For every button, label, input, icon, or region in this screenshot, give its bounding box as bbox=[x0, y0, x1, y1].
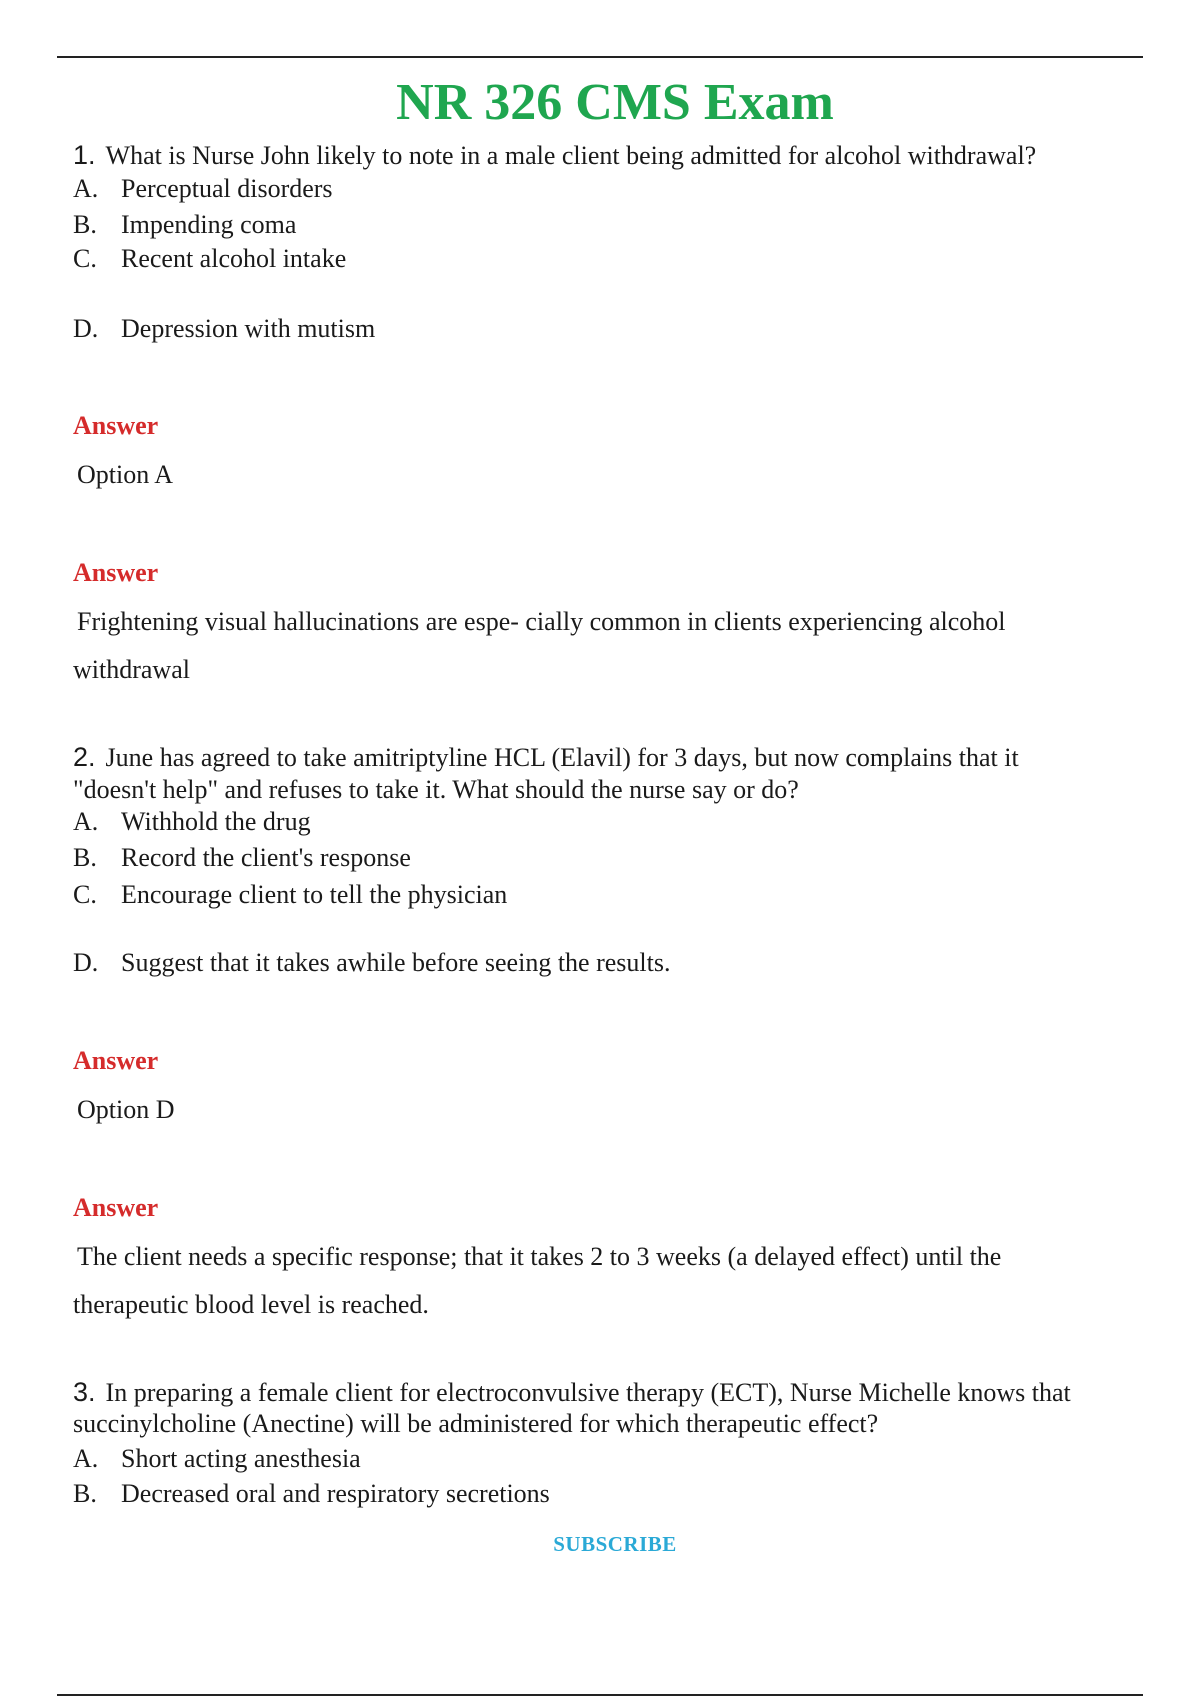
option-letter: A. bbox=[73, 1444, 99, 1473]
option-2c bbox=[73, 879, 507, 911]
rationale-label: Answer bbox=[73, 1193, 159, 1222]
answer-value: Option D bbox=[77, 1095, 175, 1124]
question-2 bbox=[73, 741, 1019, 774]
option-text: Short acting anesthesia bbox=[121, 1444, 361, 1473]
option-text: Recent alcohol intake bbox=[121, 244, 347, 273]
option-letter: D. bbox=[73, 948, 99, 977]
option-1d bbox=[73, 313, 375, 345]
rationale-text: Frightening visual hallucinations are espe- cially common in clients experiencing alcohol bbox=[77, 607, 1006, 636]
option-3a bbox=[73, 1443, 361, 1475]
option-3b bbox=[73, 1478, 550, 1510]
option-text: Suggest that it takes awhile before seeing the results. bbox=[121, 948, 671, 977]
subscribe-link[interactable]: SUBSCRIBE bbox=[553, 1532, 677, 1556]
question-3 bbox=[73, 1376, 1071, 1409]
option-text: Perceptual disorders bbox=[121, 174, 333, 203]
option-2b bbox=[73, 842, 411, 874]
answer-label: Answer bbox=[73, 411, 159, 440]
option-1a bbox=[73, 173, 333, 205]
question-2-cont: "doesn't help" and refuses to take it. What should the nurse say or do? bbox=[73, 775, 799, 804]
bottom-rule bbox=[57, 1694, 1143, 1696]
answer-value: Option A bbox=[77, 460, 174, 489]
option-text: Impending coma bbox=[121, 210, 297, 239]
option-letter: C. bbox=[73, 244, 97, 273]
rationale-text-cont: therapeutic blood level is reached. bbox=[73, 1290, 429, 1319]
option-text: Record the client's response bbox=[121, 843, 411, 872]
rationale-label: Answer bbox=[73, 558, 159, 587]
option-2a bbox=[73, 806, 311, 838]
option-letter: C. bbox=[73, 880, 97, 909]
question-text: What is Nurse John likely to note in a male client being admitted for alcohol withdrawal? bbox=[105, 141, 1037, 170]
option-letter: B. bbox=[73, 210, 97, 239]
rationale-text: The client needs a specific response; that it takes 2 to 3 weeks (a delayed effect) until the bbox=[77, 1242, 1002, 1271]
option-1c bbox=[73, 243, 346, 275]
option-2d bbox=[73, 947, 670, 979]
question-number: 2. bbox=[73, 742, 96, 772]
option-letter: B. bbox=[73, 1479, 97, 1508]
question-number: 3. bbox=[73, 1377, 96, 1407]
question-1 bbox=[73, 139, 1036, 172]
answer-label: Answer bbox=[73, 1046, 159, 1075]
option-text: Withhold the drug bbox=[121, 807, 311, 836]
page-title: NR 326 CMS Exam bbox=[396, 74, 834, 131]
top-rule bbox=[57, 56, 1143, 58]
option-1b bbox=[73, 209, 296, 241]
question-3-cont: succinylcholine (Anectine) will be administered for which therapeutic effect? bbox=[73, 1409, 879, 1438]
option-letter: D. bbox=[73, 314, 99, 343]
rationale-text-cont: withdrawal bbox=[73, 655, 190, 684]
option-text: Decreased oral and respiratory secretions bbox=[121, 1479, 550, 1508]
option-letter: A. bbox=[73, 807, 99, 836]
question-text: June has agreed to take amitriptyline HCL (Elavil) for 3 days, but now complains that it bbox=[105, 743, 1019, 772]
option-text: Depression with mutism bbox=[121, 314, 376, 343]
question-number: 1. bbox=[73, 140, 96, 170]
option-letter: A. bbox=[73, 174, 99, 203]
question-text: In preparing a female client for electroconvulsive therapy (ECT), Nurse Michelle knows that bbox=[105, 1378, 1071, 1407]
option-text: Encourage client to tell the physician bbox=[121, 880, 508, 909]
option-letter: B. bbox=[73, 843, 97, 872]
